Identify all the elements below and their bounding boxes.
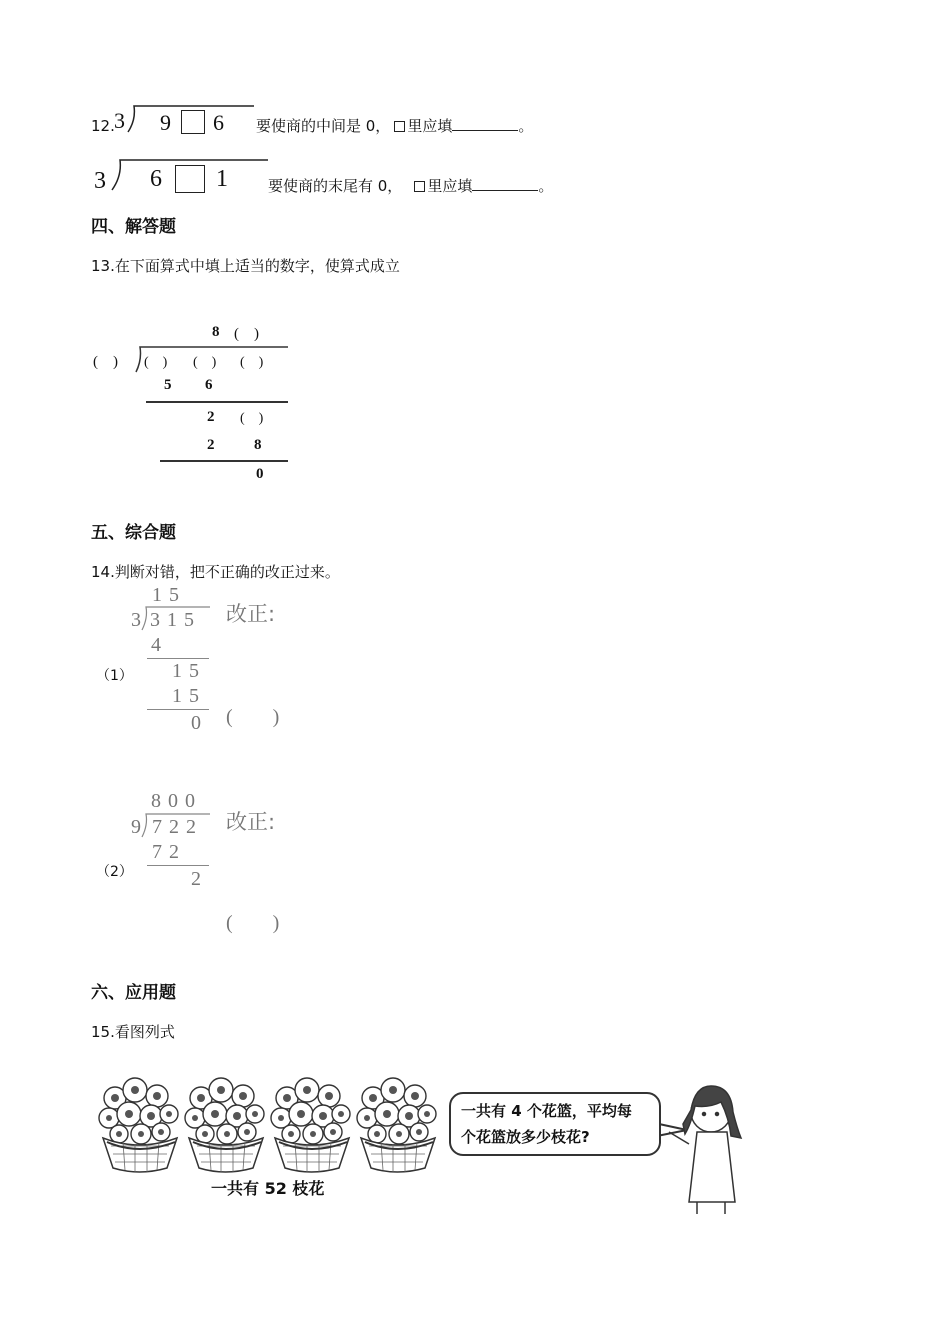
q14-part1-dividend: 3 1 5	[150, 609, 195, 631]
q12-line1-digit3: 6	[213, 110, 224, 135]
q13-quotient-blank[interactable]: ( )	[234, 326, 259, 342]
q13-row3-digit2: 8	[254, 437, 262, 453]
q13-text: 13.在下面算式中填上适当的数字，使算式成立	[91, 257, 400, 275]
q15-bubble-line1: 一共有 4 个花篮，平均每	[461, 1102, 632, 1120]
q12-line2-text2: 里应填	[427, 177, 473, 195]
q14-part2-divisor: 9	[131, 816, 141, 838]
q12-line2-divisor: 3	[94, 168, 106, 194]
q12-line2-small-box	[414, 181, 425, 192]
q14-part1-rule-1	[147, 658, 209, 659]
q14-part2-dividend: 7 2 2	[152, 816, 197, 838]
q14-part2-step1: 7 2	[152, 841, 180, 863]
q14-part1-quotient: 1 5	[152, 584, 180, 606]
q12-line1-text: 要使商的中间是 0，	[256, 117, 391, 135]
q15-caption: 一共有 52 枝花	[211, 1179, 325, 1198]
q13-row1-digit1: 5	[164, 377, 172, 393]
q12-line1-answer-blank[interactable]	[452, 116, 518, 131]
flower-basket-icon	[185, 1078, 264, 1172]
q13-row2-blank[interactable]: ( )	[240, 411, 264, 426]
q13-remainder: 0	[256, 466, 264, 482]
q13-rule-1	[146, 401, 288, 403]
q14-text: 14.判断对错，把不正确的改正过来。	[91, 563, 340, 581]
q12-line2-statement	[268, 176, 553, 196]
q12-line1-small-box	[394, 121, 405, 132]
q12-line2-blank-box[interactable]	[175, 165, 205, 193]
q14-part1-correct-label: 改正:	[226, 602, 276, 626]
flower-basket-icon	[271, 1078, 350, 1172]
q14-part2-correct-label: 改正:	[226, 810, 276, 834]
q15-text: 15.看图列式	[91, 1023, 175, 1041]
q13-dividend-blank-2[interactable]: ( )	[193, 355, 217, 370]
q13-quotient-digit: 8	[212, 324, 220, 340]
flower-basket-icon	[99, 1078, 178, 1172]
q14-part1-step1: 4	[151, 634, 161, 656]
q15-speech-bubble	[449, 1092, 661, 1156]
q13-row3-digit1: 2	[207, 437, 215, 453]
section6-title: 六、应用题	[91, 983, 176, 1003]
q14-part2-label: （2）	[96, 864, 133, 880]
q12-line2-digit3: 1	[216, 166, 228, 192]
q12-line2-answer-blank[interactable]	[472, 176, 538, 191]
q13-row1-digit2: 6	[205, 377, 213, 393]
q14-part1-remainder: 0	[191, 712, 201, 734]
section4-title: 四、解答题	[91, 217, 176, 237]
q12-line1-end: 。	[518, 117, 534, 135]
q13-divisor-blank[interactable]: ( )	[93, 354, 118, 370]
q14-part2-quotient: 8 0 0	[151, 790, 196, 812]
q12-line1-divisor: 3	[114, 108, 125, 133]
q14-part1-answer-paren[interactable]: ( )	[226, 706, 280, 728]
q13-dividend-blank-3[interactable]: ( )	[240, 355, 264, 370]
q14-part2-remainder: 2	[191, 868, 201, 890]
q14-part1-rule-2	[147, 709, 209, 710]
q14-part2-rule-1	[147, 865, 209, 866]
q12-line1-blank-box[interactable]	[181, 110, 205, 134]
q12-number: 12.	[91, 117, 115, 135]
section5-title: 五、综合题	[91, 523, 176, 543]
q12-line2-text: 要使商的末尾有 0，	[268, 177, 403, 195]
q14-part1-divisor: 3	[131, 609, 141, 631]
flower-basket-icon	[357, 1078, 436, 1172]
q13-rule-2	[160, 460, 288, 462]
q15-bubble-line2: 个花篮放多少枝花?	[461, 1128, 590, 1146]
q14-part1-step2: 1 5	[172, 660, 200, 682]
q14-part1-label: （1）	[96, 668, 133, 684]
q12-line1-text2: 里应填	[407, 117, 453, 135]
q13-row2-digit1: 2	[207, 409, 215, 425]
q13-dividend-blank-1[interactable]: ( )	[144, 355, 168, 370]
q15-illustration	[91, 1072, 747, 1220]
q12-line1-digit1: 9	[160, 110, 171, 135]
q12-line2-digit1: 6	[150, 166, 162, 192]
q14-part2-answer-paren[interactable]: ( )	[226, 912, 280, 934]
q14-part1-step3: 1 5	[172, 685, 200, 707]
q12-line2-end: 。	[538, 177, 554, 195]
girl-figure-icon	[669, 1086, 741, 1214]
q12-line1-statement	[256, 116, 533, 136]
